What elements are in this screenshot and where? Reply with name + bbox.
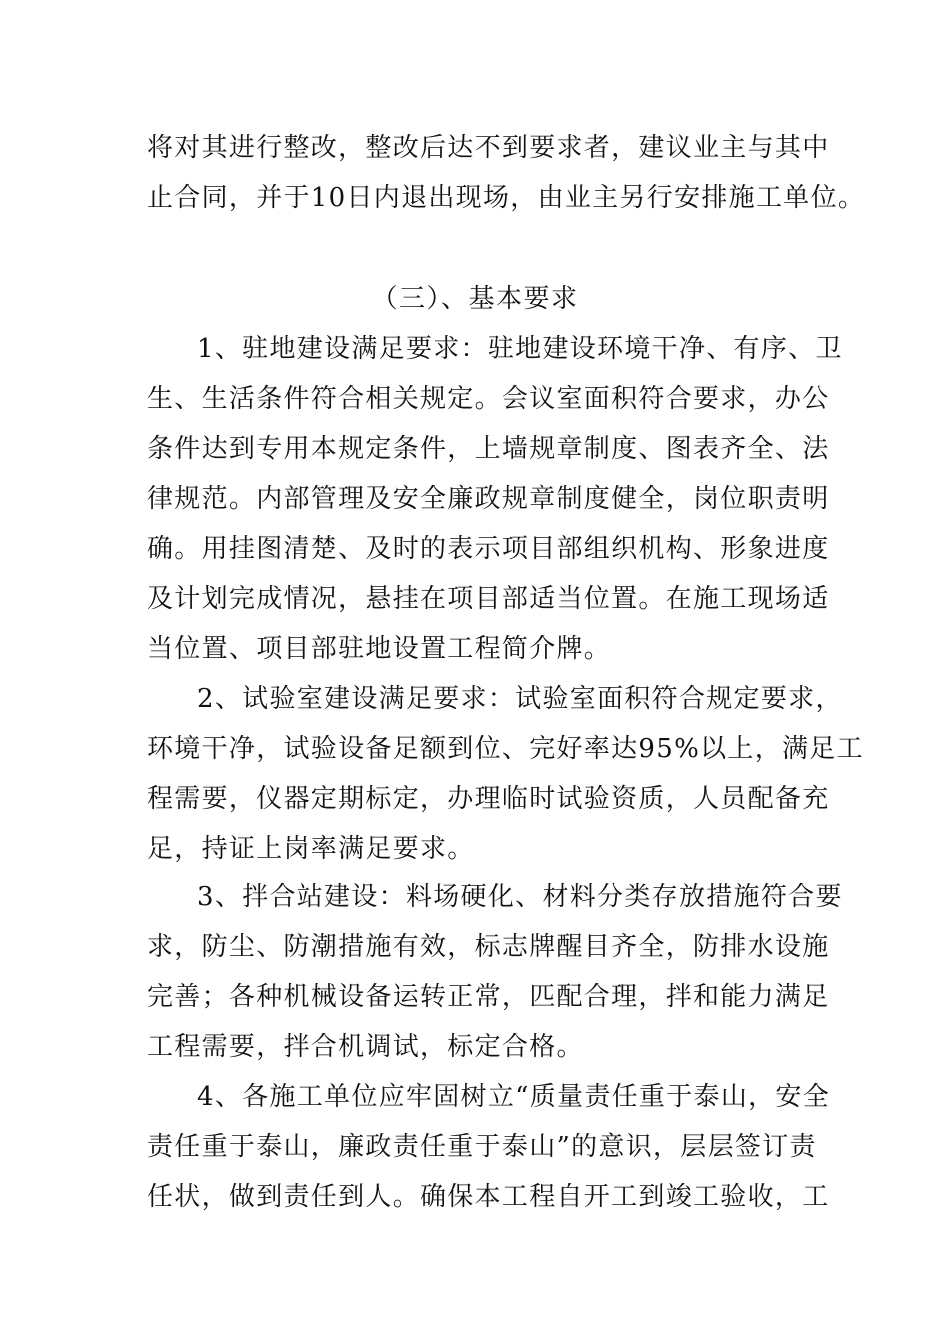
text-line: 将对其进行整改，整改后达不到要求者，建议业主与其中 xyxy=(147,133,830,163)
section-heading: （三）、基本要求 xyxy=(371,284,579,314)
text-line: 完善；各种机械设备运转正常，匹配合理，拌和能力满足 xyxy=(147,982,830,1012)
text-line: 工程需要，拌合机调试，标定合格。 xyxy=(147,1032,584,1062)
text-line: 确。用挂图清楚、及时的表示项目部组织机构、形象进度 xyxy=(147,534,830,564)
paragraph-first-line: 4、各施工单位应牢固树立“质量责任重于泰山，安全 xyxy=(197,1082,831,1112)
text-line: 程需要，仪器定期标定，办理临时试验资质，人员配备充 xyxy=(147,784,830,814)
text-line: 条件达到专用本规定条件，上墙规章制度、图表齐全、法 xyxy=(147,434,830,464)
text-line: 当位置、项目部驻地设置工程简介牌。 xyxy=(147,634,612,664)
paragraph-first-line: 3、拌合站建设：料场硬化、材料分类存放措施符合要 xyxy=(197,882,843,912)
text-line: 止合同，并于10日内退出现场，由业主另行安排施工单位。 xyxy=(147,183,866,213)
text-line: 及计划完成情况，悬挂在项目部适当位置。在施工现场适 xyxy=(147,584,830,614)
text-line: 求，防尘、防潮措施有效，标志牌醒目齐全，防排水设施 xyxy=(147,932,830,962)
paragraph-first-line: 2、试验室建设满足要求：试验室面积符合规定要求， xyxy=(197,684,843,714)
text-line: 生、生活条件符合相关规定。会议室面积符合要求，办公 xyxy=(147,384,830,414)
text-line: 足，持证上岗率满足要求。 xyxy=(147,834,475,864)
text-line: 环境干净，试验设备足额到位、完好率达95%以上，满足工 xyxy=(147,734,864,764)
text-line: 任状，做到责任到人。确保本工程自开工到竣工验收，工 xyxy=(147,1182,830,1212)
text-line: 责任重于泰山，廉政责任重于泰山”的意识，层层签订责 xyxy=(147,1132,817,1162)
text-line: 律规范。内部管理及安全廉政规章制度健全，岗位职责明 xyxy=(147,484,830,514)
paragraph-first-line: 1、驻地建设满足要求：驻地建设环境干净、有序、卫 xyxy=(197,334,843,364)
